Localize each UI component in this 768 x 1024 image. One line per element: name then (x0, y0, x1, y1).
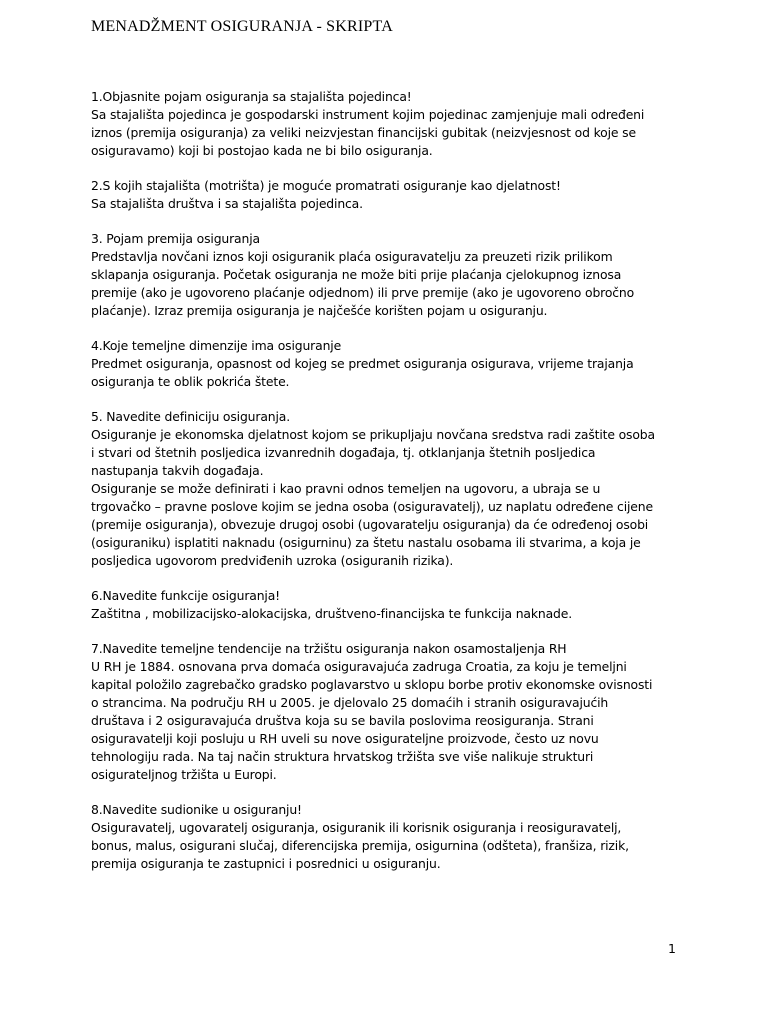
answer-1-line-1: Sa stajališta pojedinca je gospodarski instrument kojim pojedinac zamjenjuje mali određeni (91, 107, 645, 122)
question-4: 4.Koje temeljne dimenzije ima osiguranje (91, 338, 342, 353)
section-1 (91, 88, 676, 160)
answer-3-line-3: premije (ako je ugovoreno plaćanje odjednom) ili prve premije (ako je ugovoreno obročno (91, 285, 635, 300)
answer-8-line-1: Osiguravatelj, ugovaratelj osiguranja, osiguranik ili korisnik osiguranja i reosiguravatelj, (91, 820, 622, 835)
answer-7-line-4: društava i 2 osiguravajuća društva koja su se bavila poslovima reosiguranja. Strani (91, 713, 594, 728)
answer-7-line-3: o strancima. Na području RH u 2005. je djelovalo 25 domaćih i stranih osiguravajućih (91, 695, 609, 710)
answer-7-line-1: U RH je 1884. osnovana prva domaća osiguravajuća zadruga Croatia, za koju je temeljni (91, 659, 627, 674)
answer-3-line-2: sklapanja osiguranja. Početak osiguranja ne može biti prije plaćanja cjelokupnog iznosa (91, 267, 622, 282)
answer-5-line-7: (osiguraniku) isplatiti naknadu (osigurninu) za štetu nastalu osobama ili stvarima, a koja je (91, 535, 641, 550)
answer-7-line-6: tehnologiju rada. Na taj način struktura hrvatskog tržišta sve više nalikuje strukturi (91, 749, 594, 764)
answer-5-line-6: (premije osiguranja), obvezuje drugoj osobi (ugovaratelju osiguranja) da će određenoj osobi (91, 517, 649, 532)
question-8: 8.Navedite sudionike u osiguranju! (91, 802, 302, 817)
answer-7-line-7: osigurateljnog tržišta u Europi. (91, 767, 277, 782)
question-1: 1.Objasnite pojam osiguranja sa stajališta pojedinca! (91, 89, 412, 104)
section-7 (91, 640, 676, 784)
answer-1-line-3: osiguravamo) koji bi postojao kada ne bi bilo osiguranja. (91, 143, 433, 158)
question-3: 3. Pojam premija osiguranja (91, 231, 260, 246)
question-6: 6.Navedite funkcije osiguranja! (91, 588, 280, 603)
answer-2-line-1: Sa stajališta društva i sa stajališta pojedinca. (91, 196, 363, 211)
answer-5-line-5: trgovačko – pravne poslove kojim se jedna osoba (osiguravatelj), uz naplatu određene cijene (91, 499, 653, 514)
answer-5-line-2: i stvari od štetnih posljedica izvanrednih događaja, tj. otklanjanja štetnih posljedica (91, 445, 596, 460)
section-8 (91, 801, 676, 873)
answer-7-line-5: osiguravatelji koji posluju u RH uveli su nove osigurateljne proizvode, često uz novu (91, 731, 599, 746)
section-2 (91, 177, 676, 213)
answer-8-line-3: premija osiguranja te zastupnici i posrednici u osiguranju. (91, 856, 441, 871)
question-5: 5. Navedite definiciju osiguranja. (91, 409, 290, 424)
answer-5-line-4: Osiguranje se može definirati i kao pravni odnos temeljen na ugovoru, a ubraja se u (91, 481, 601, 496)
section-5 (91, 408, 676, 570)
answer-8-line-2: bonus, malus, osigurani slučaj, diferencijska premija, osigurnina (odšteta), franšiza, rizik, (91, 838, 629, 853)
answer-4-line-2: osiguranja te oblik pokrića štete. (91, 374, 290, 389)
answer-5-line-3: nastupanja takvih događaja. (91, 463, 264, 478)
section-6 (91, 587, 676, 623)
answer-7-line-2: kapital položilo zagrebačko gradsko poglavarstvo u sklopu borbe protiv ekonomske ovisnosti (91, 677, 653, 692)
answer-3-line-1: Predstavlja novčani iznos koji osiguranik plaća osiguravatelju za preuzeti rizik prilikom (91, 249, 613, 264)
answer-4-line-1: Predmet osiguranja, opasnost od kojeg se predmet osiguranja osigurava, vrijeme trajanja (91, 356, 634, 371)
answer-5-line-8: posljedica ugovorom predviđenih uzroka (osiguranih rizika). (91, 553, 454, 568)
section-3 (91, 230, 676, 320)
section-4 (91, 337, 676, 391)
document-body (91, 88, 676, 890)
document-title: MENADŽMENT OSIGURANJA - SKRIPTA (91, 18, 393, 35)
question-7: 7.Navedite temeljne tendencije na tržištu osiguranja nakon osamostaljenja RH (91, 641, 567, 656)
page-number: 1 (668, 941, 676, 956)
answer-1-line-2: iznos (premija osiguranja) za veliki neizvjestan financijski gubitak (neizvjesnost od koje se (91, 125, 636, 140)
question-2: 2.S kojih stajališta (motrišta) je moguće promatrati osiguranje kao djelatnost! (91, 178, 561, 193)
answer-6-line-1: Zaštitna , mobilizacijsko-alokacijska, društveno-financijska te funkcija naknade. (91, 606, 573, 621)
answer-3-line-4: plaćanje). Izraz premija osiguranja je najčešće korišten pojam u osiguranju. (91, 303, 548, 318)
answer-5-line-1: Osiguranje je ekonomska djelatnost kojom se prikupljaju novčana sredstva radi zaštite osoba (91, 427, 655, 442)
